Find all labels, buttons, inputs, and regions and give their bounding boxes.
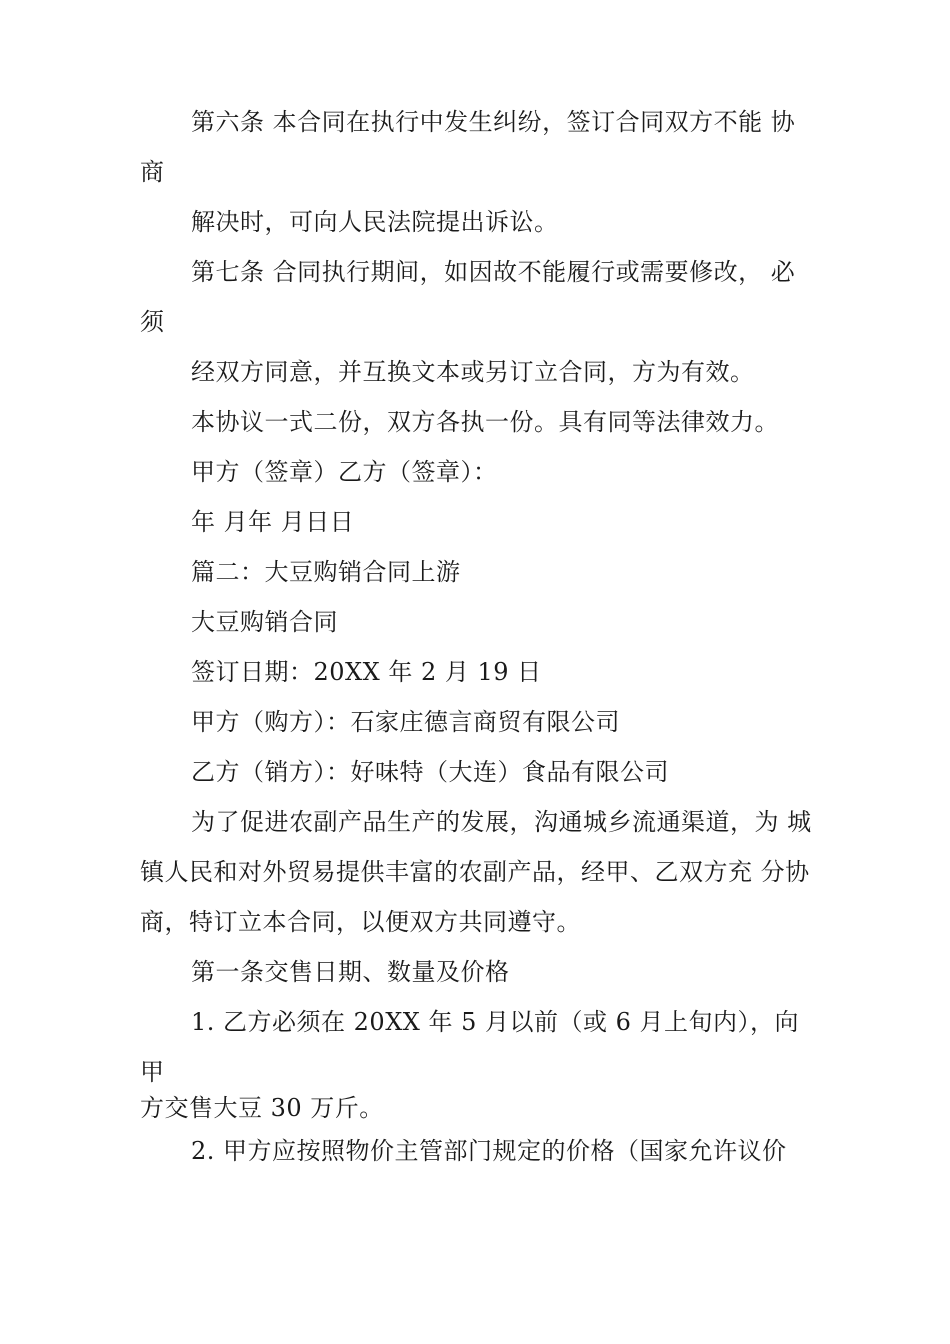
text-line: 解决时，可向人民法院提出诉讼。	[191, 208, 559, 236]
text-line: 商	[140, 158, 165, 186]
text-line: 第六条 本合同在执行中发生纠纷，签订合同双方不能 协	[191, 108, 796, 136]
text-line: 方交售大豆 30 万斤。	[140, 1094, 384, 1122]
text-line: 商，特订立本合同，以便双方共同遵守。	[140, 908, 581, 936]
text-line: 第七条 合同执行期间，如因故不能履行或需要修改， 必	[191, 258, 796, 286]
text-line: 1. 乙方必须在 20XX 年 5 月以前（或 6 月上旬内），向	[191, 1008, 800, 1036]
text-line: 经双方同意，并互换文本或另订立合同，方为有效。	[191, 358, 755, 386]
signing-date: 签订日期：20XX 年 2 月 19 日	[191, 658, 542, 686]
article-heading: 第一条交售日期、数量及价格	[191, 958, 510, 986]
text-line: 甲	[140, 1058, 165, 1086]
text-line: 年 月年 月日日	[191, 508, 355, 536]
text-line: 为了促进农副产品生产的发展，沟通城乡流通渠道，为 城	[191, 808, 812, 836]
section-heading: 篇二：大豆购销合同上游	[191, 558, 461, 586]
text-line: 2. 甲方应按照物价主管部门规定的价格（国家允许议价	[191, 1137, 787, 1165]
contract-title: 大豆购销合同	[191, 608, 338, 636]
text-line: 甲方（签章）乙方（签章）：	[191, 458, 498, 486]
text-line: 镇人民和对外贸易提供丰富的农副产品，经甲、乙双方充 分协	[140, 858, 810, 886]
party-a: 甲方（购方）：石家庄德言商贸有限公司	[191, 708, 620, 736]
party-b: 乙方（销方）：好味特（大连）食品有限公司	[191, 758, 669, 786]
text-line: 须	[140, 308, 165, 336]
text-line: 本协议一式二份，双方各执一份。具有同等法律效力。	[191, 408, 779, 436]
